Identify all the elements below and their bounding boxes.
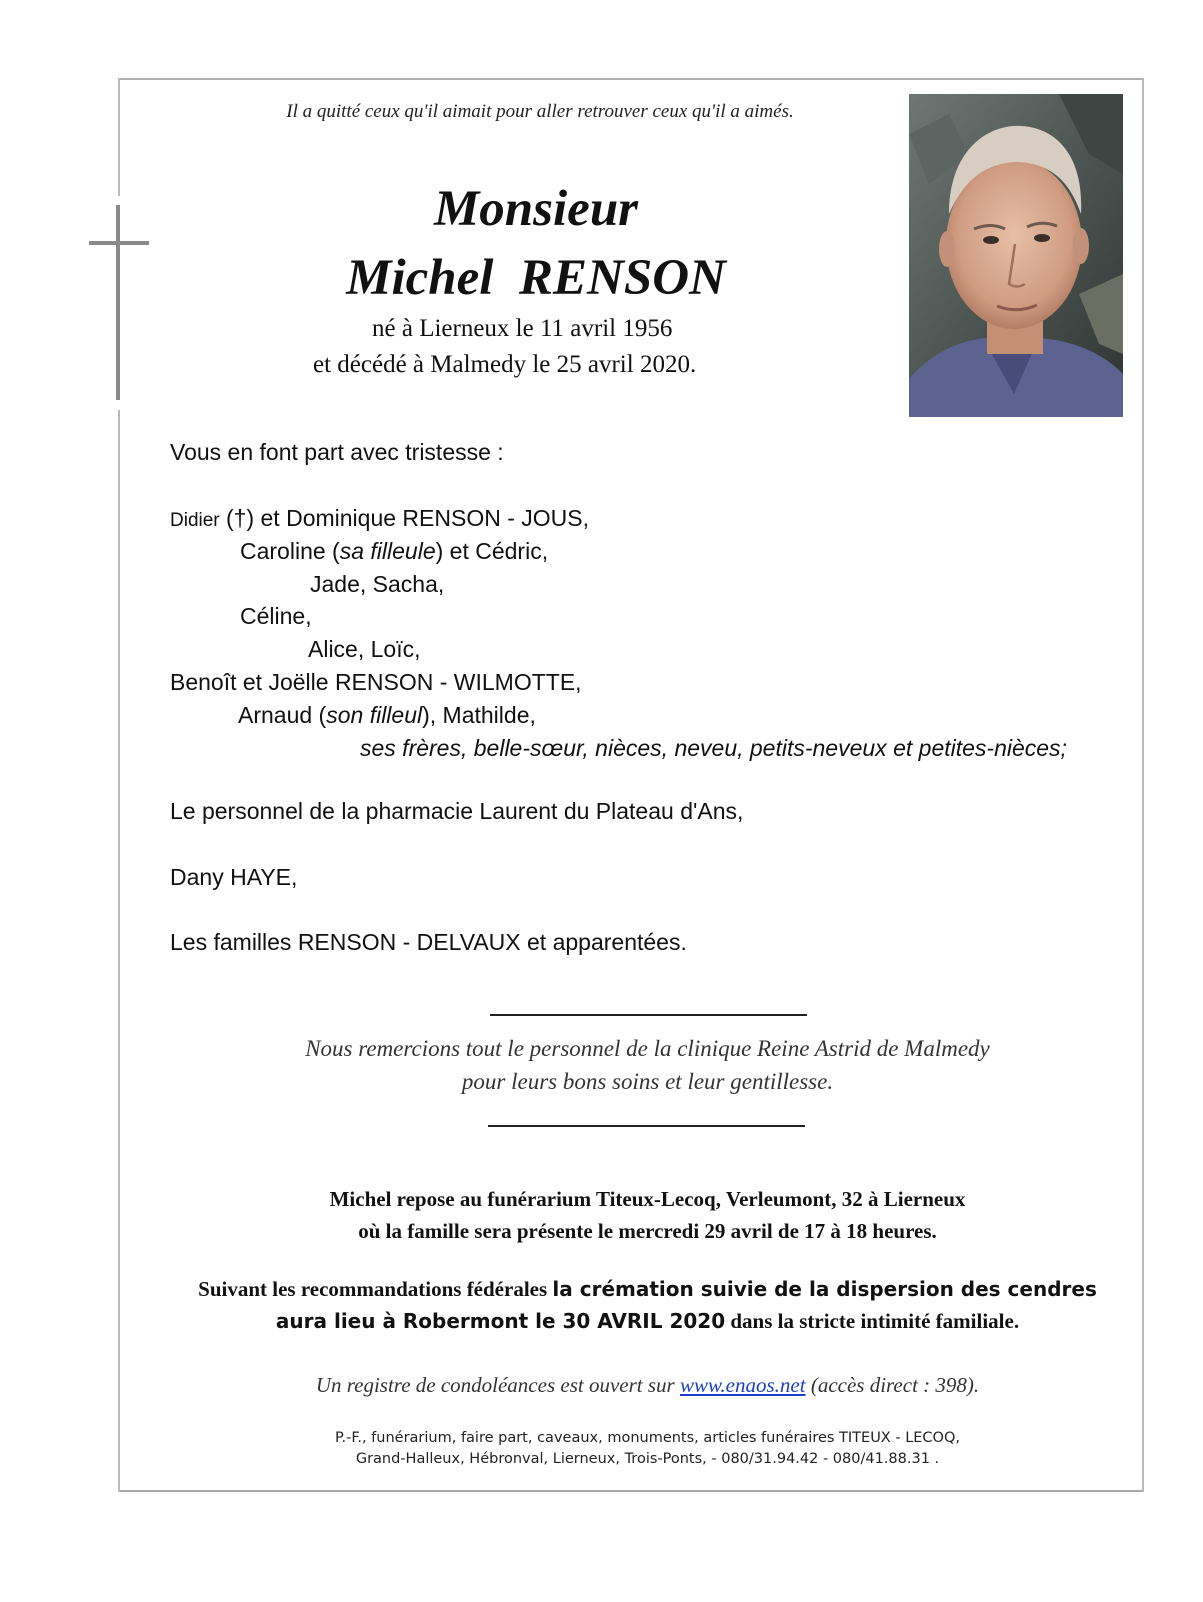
- footer-line-2: Grand-Halleux, Hébronval, Lierneux, Trois-Ponts, - 080/31.94.42 - 080/41.88.31 .: [355, 1451, 940, 1467]
- family-line-4: Céline,: [240, 603, 312, 629]
- repose-line-1: Michel repose au funérarium Titeux-Lecoq, Verleumont, 32 à Lierneux: [329, 1187, 966, 1211]
- intro-line: Vous en font part avec tristesse :: [170, 439, 504, 465]
- portrait-photo: [909, 94, 1123, 417]
- cremation-line-1: [120, 1277, 1175, 1302]
- frame-top: [118, 78, 1144, 80]
- frame-bottom: [118, 1490, 1144, 1492]
- family-line-2-b: ) et Cédric,: [435, 538, 549, 564]
- divider-top: [490, 1014, 807, 1016]
- registry-line: [120, 1373, 1175, 1398]
- family-line-7-a: Arnaud (: [238, 702, 327, 728]
- family-line-1: [170, 505, 589, 532]
- divider-bottom: [488, 1125, 805, 1127]
- registry-link[interactable]: www.enaos.net: [679, 1373, 806, 1397]
- cremation-line-1-b: la crémation suivie de la dispersion des cendres: [552, 1277, 1097, 1301]
- families-line: Les familles RENSON - DELVAUX et apparentées.: [170, 929, 687, 955]
- cross-icon-bar: [89, 241, 149, 245]
- repose-line-2: où la famille sera présente le mercredi 29 avril de 17 à 18 heures.: [358, 1219, 937, 1243]
- cremation-line-1-a: Suivant les recommandations fédérales: [198, 1277, 553, 1301]
- thanks-line-1: Nous remercions tout le personnel de la clinique Reine Astrid de Malmedy: [305, 1036, 990, 1061]
- frame-left-upper: [118, 78, 120, 196]
- family-line-1-first: Didier: [170, 510, 220, 531]
- registry-after: (accès direct : 398).: [805, 1373, 980, 1397]
- birth-line: né à Lierneux le 11 avril 1956: [372, 315, 673, 342]
- dany-line: Dany HAYE,: [170, 864, 298, 890]
- thanks-line-2: pour leurs bons soins et leur gentillesse.: [461, 1069, 834, 1094]
- deceased-name: Michel RENSON: [346, 250, 726, 306]
- family-summary: ses frères, belle-sœur, nièces, neveu, petits-neveux et petites-nièces;: [360, 735, 1067, 761]
- registry-before: Un registre de condoléances est ouvert sur: [315, 1373, 680, 1397]
- family-line-7-b: ), Mathilde,: [422, 702, 536, 728]
- cross-icon: [116, 205, 120, 400]
- family-line-7: [238, 702, 536, 729]
- family-line-3: Jade, Sacha,: [310, 571, 445, 597]
- pharmacy-line: Le personnel de la pharmacie Laurent du Plateau d'Ans,: [170, 798, 744, 824]
- family-line-1-rest: (†) et Dominique RENSON - JOUS,: [219, 505, 589, 531]
- cremation-line-2-a: aura lieu à Robermont le 30 AVRIL 2020: [275, 1309, 726, 1333]
- footer-line-1: P.-F., funérarium, faire part, caveaux, monuments, articles funéraires TITEUX - LECOQ,: [335, 1430, 960, 1446]
- cremation-line-2-b: dans la stricte intimité familiale.: [725, 1309, 1020, 1333]
- family-line-2-italic: sa filleule: [339, 538, 436, 564]
- family-line-6: Benoît et Joëlle RENSON - WILMOTTE,: [170, 669, 582, 695]
- death-line: et décédé à Malmedy le 25 avril 2020.: [313, 351, 697, 378]
- opening-quote: Il a quitté ceux qu'il aimait pour aller retrouver ceux qu'il a aimés.: [286, 101, 794, 122]
- honorific: Monsieur: [433, 181, 639, 237]
- family-line-2-a: Caroline (: [240, 538, 340, 564]
- family-line-2: [240, 538, 548, 565]
- cremation-line-2: [120, 1309, 1175, 1334]
- family-line-7-italic: son filleul: [326, 702, 423, 728]
- family-line-5: Alice, Loïc,: [308, 636, 421, 662]
